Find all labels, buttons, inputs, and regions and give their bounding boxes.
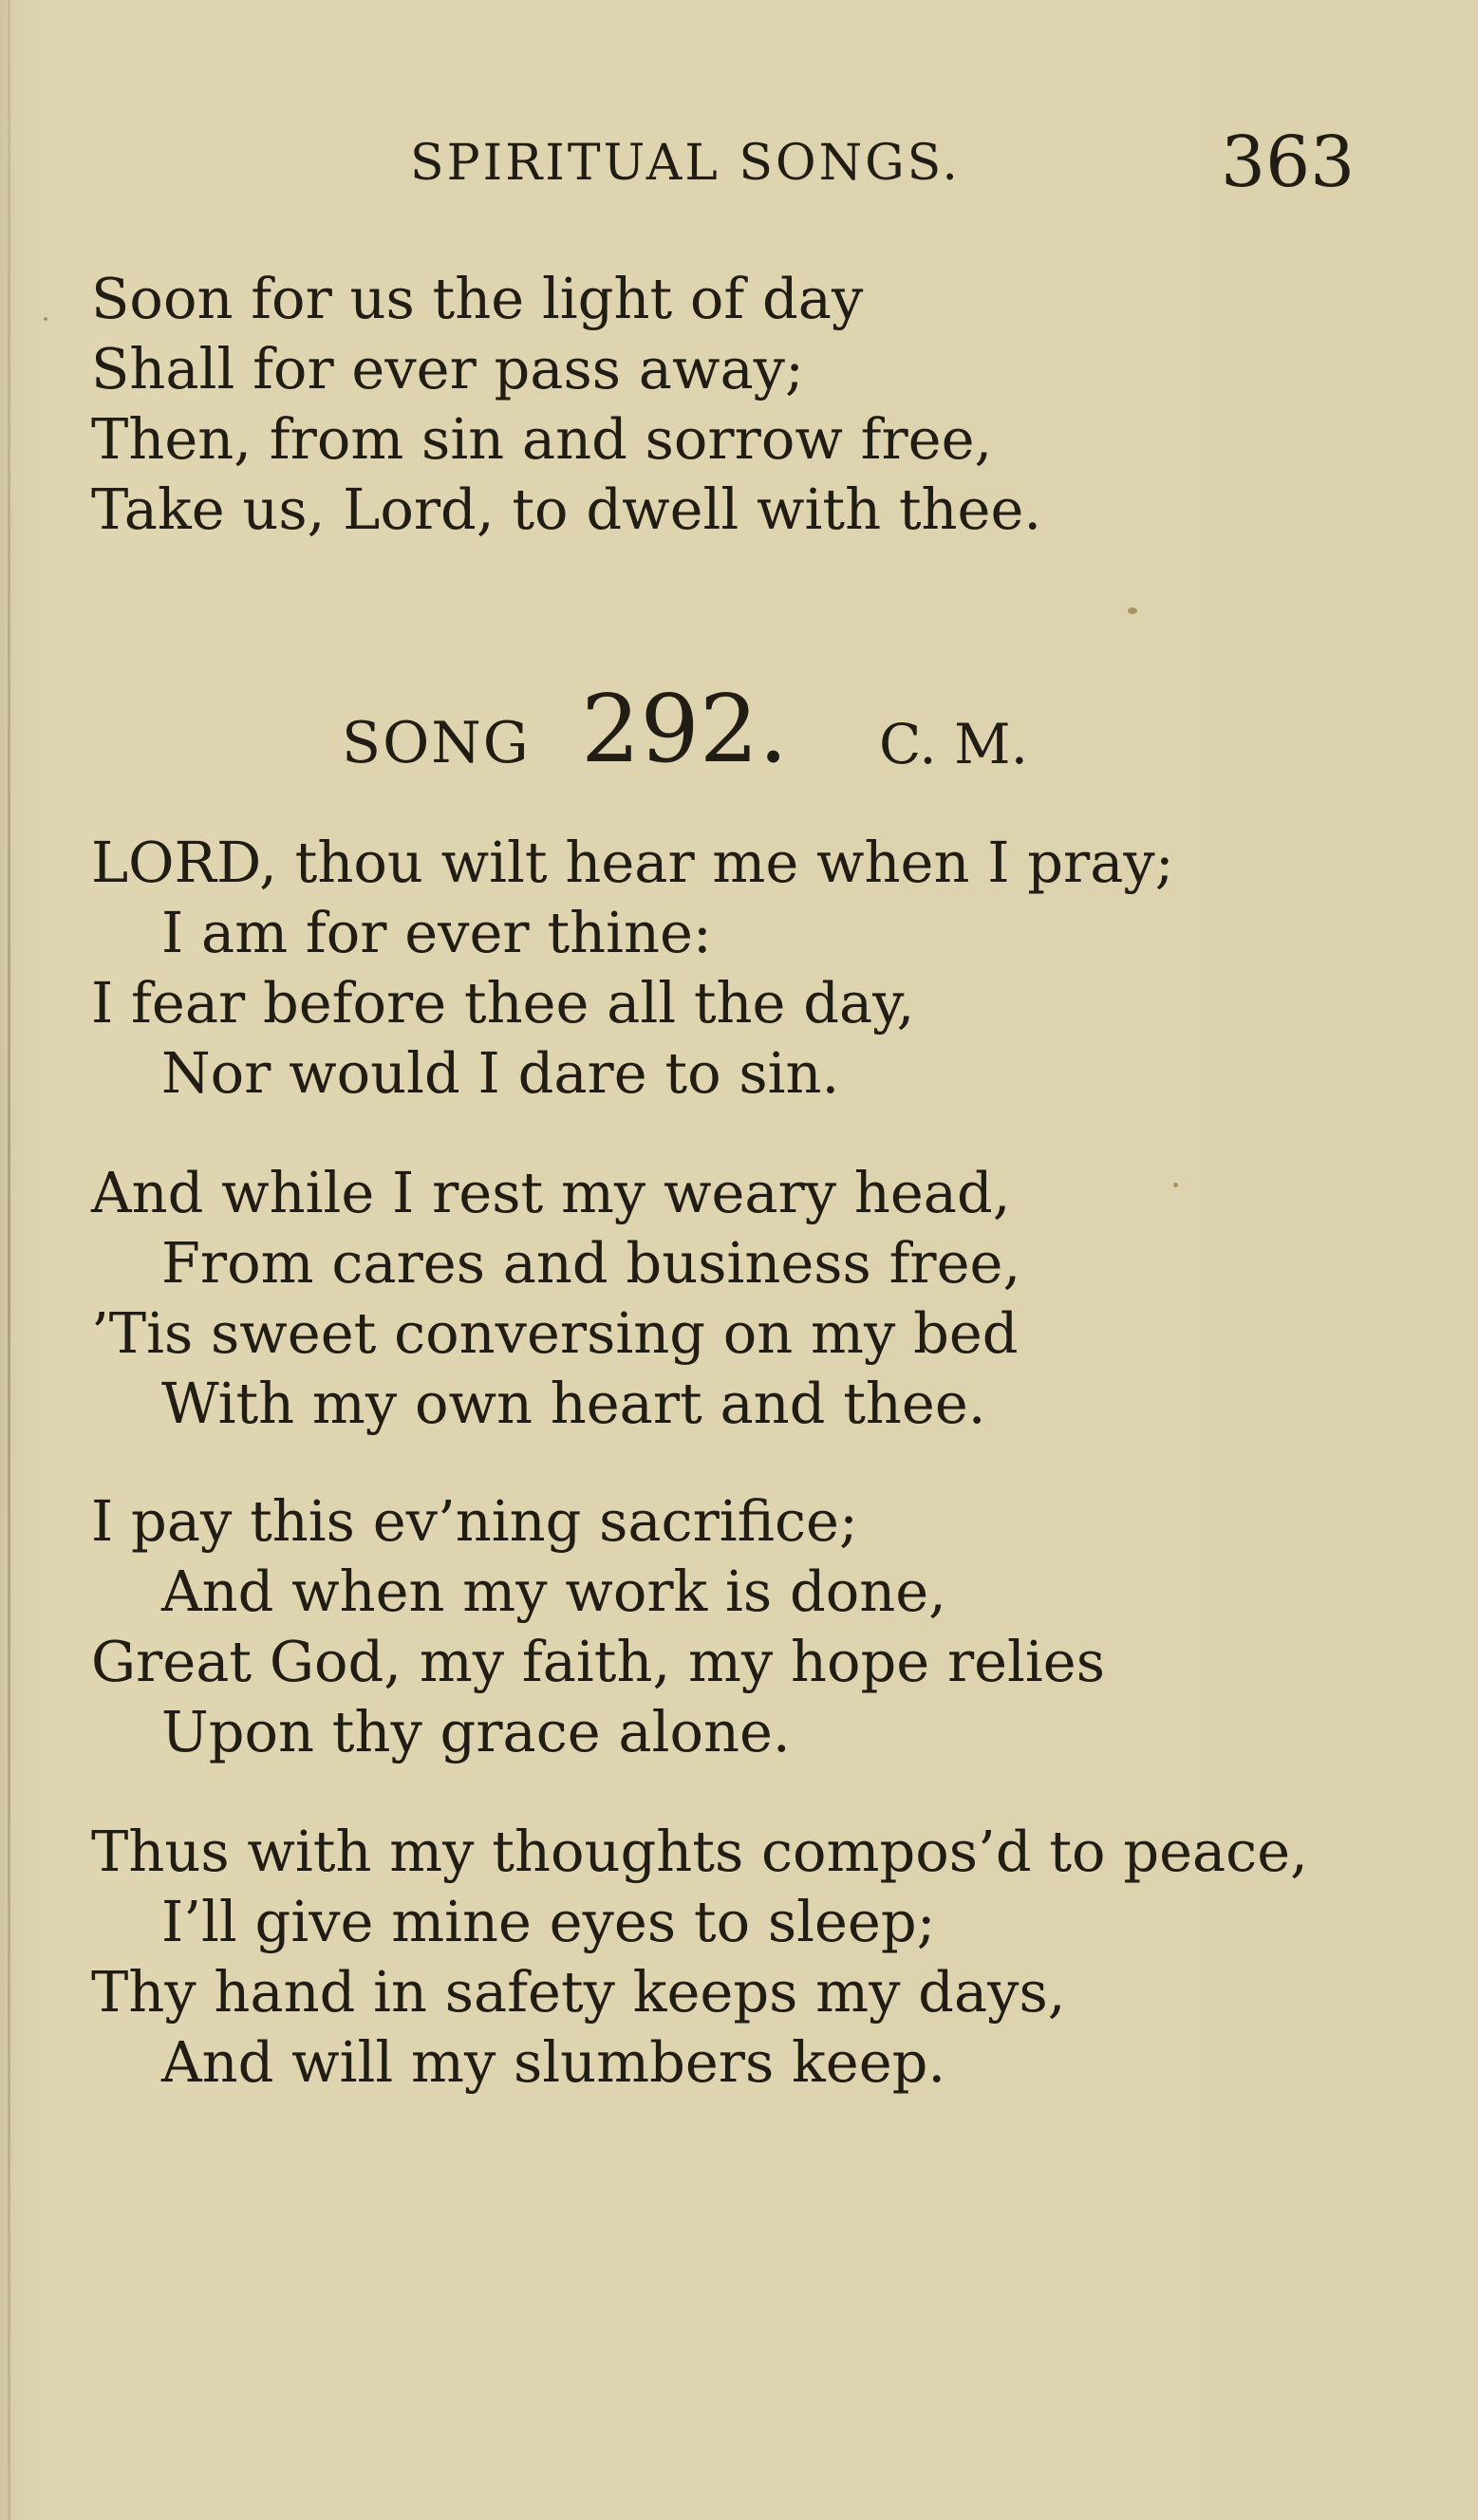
verse-line: Soon for us the light of day xyxy=(91,266,864,331)
verse-line: And while I rest my weary head, xyxy=(91,1160,1011,1225)
verse-line: Thy hand in safety keeps my days, xyxy=(91,1959,1066,2025)
verse-line: Take us, Lord, to dwell with thee. xyxy=(91,476,1042,542)
verse-line: Nor would I dare to sin. xyxy=(161,1040,840,1106)
verse-line: With my own heart and thee. xyxy=(161,1371,986,1436)
page-gutter-edge xyxy=(8,0,10,2520)
verse-line: I fear before thee all the day, xyxy=(91,970,915,1036)
paper-speck xyxy=(1173,1183,1178,1187)
previous-song-stanza xyxy=(91,264,1439,545)
stanza-1 xyxy=(91,828,1439,1109)
verse-line: And will my slumbers keep. xyxy=(161,2029,946,2095)
verse-line: From cares and business free, xyxy=(161,1230,1021,1296)
verse-line: Shall for ever pass away; xyxy=(91,336,804,401)
page-number: 363 xyxy=(1221,121,1356,203)
verse-line: Then, from sin and sorrow free, xyxy=(91,406,993,472)
verse-line: Great God, my faith, my hope relies xyxy=(91,1629,1105,1694)
song-heading xyxy=(0,676,1478,784)
verse-line: I’ll give mine eyes to sleep; xyxy=(161,1889,936,1954)
verse-line: LORD, thou wilt hear me when I pray; xyxy=(91,830,1174,895)
stanza-2 xyxy=(91,1158,1439,1439)
paper-speck xyxy=(44,317,47,321)
verse-line: And when my work is done, xyxy=(161,1559,946,1624)
verse-line: I am for ever thine: xyxy=(161,900,712,965)
verse-line: ’Tis sweet conversing on my bed xyxy=(91,1300,1019,1366)
song-number: 292. xyxy=(581,676,789,784)
stanza-3 xyxy=(91,1486,1439,1767)
verse-line: Upon thy grace alone. xyxy=(161,1699,791,1764)
verse-line: I pay this ev’ning sacrifice; xyxy=(91,1488,858,1554)
stanza-4 xyxy=(91,1817,1439,2098)
verse-line: Thus with my thoughts compos’d to peace, xyxy=(91,1819,1308,1884)
paper-speck xyxy=(1128,607,1137,614)
song-label: SONG xyxy=(342,710,531,776)
running-head: SPIRITUAL SONGS. xyxy=(410,135,961,192)
song-meter: C. M. xyxy=(879,712,1029,776)
page-header xyxy=(0,121,1478,207)
